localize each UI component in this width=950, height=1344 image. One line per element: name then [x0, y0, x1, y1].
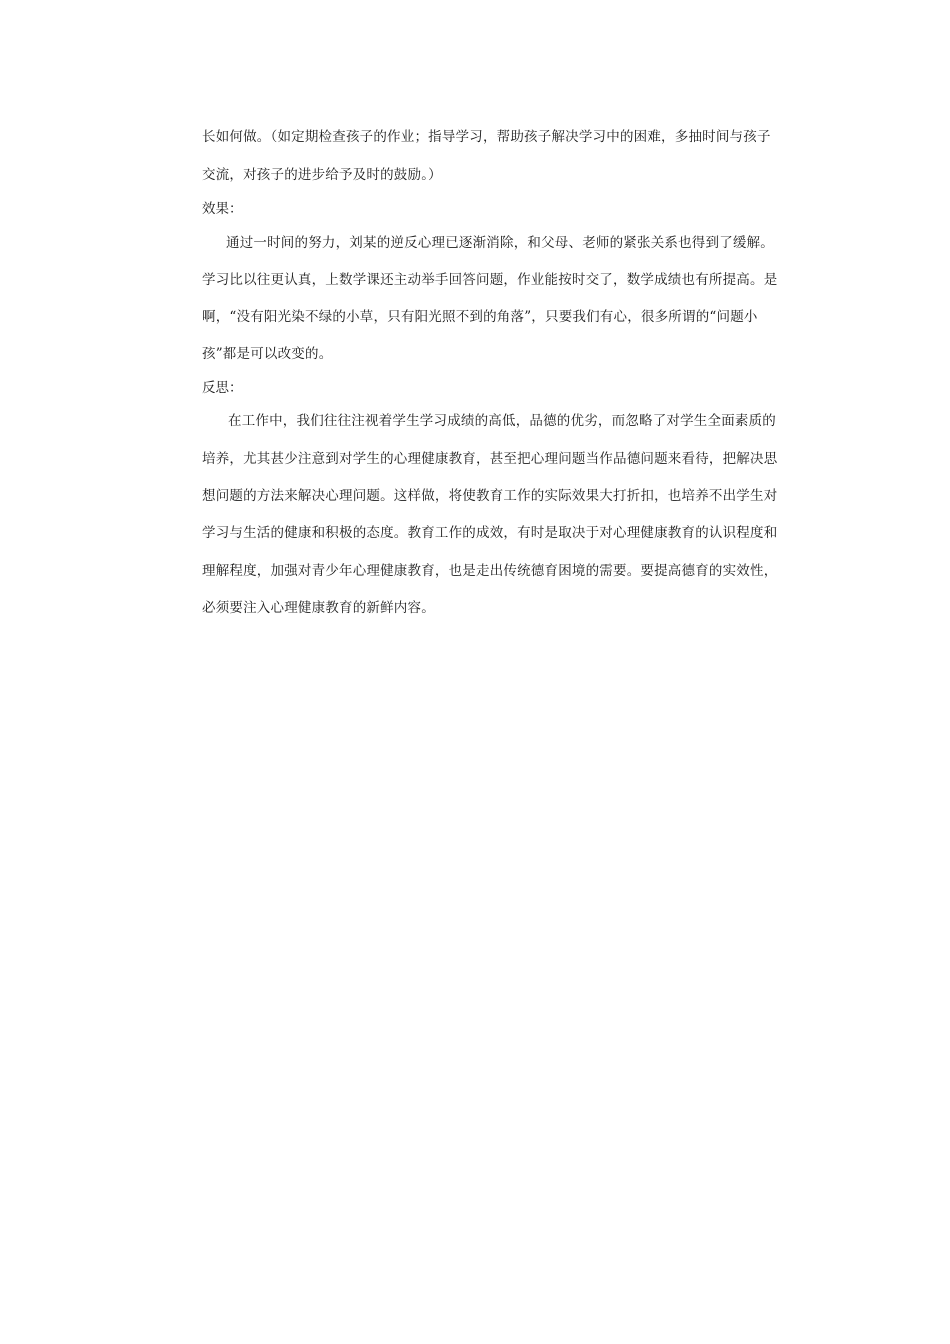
reflection-line-4: 学习与生活的健康和积极的态度。教育工作的成效，有时是取决于对心理健康教育的认识程度和	[202, 525, 778, 541]
reflection-line-5: 理解程度，加强对青少年心理健康教育，也是走出传统德育困境的需要。要提高德育的实效性，	[202, 563, 778, 579]
effect-line-2: 学习比以往更认真，上数学课还主动举手回答问题，作业能按时交了，数学成绩也有所提高。是	[202, 272, 778, 288]
effect-line-1: 通过一时间的努力，刘某的逆反心理已逐渐消除，和父母、老师的紧张关系也得到了缓解。	[226, 235, 774, 251]
reflection-heading: 反思：	[202, 380, 243, 396]
reflection-line-3: 想问题的方法来解决心理问题。这样做，将使教育工作的实际效果大打折扣，也培养不出学生对	[202, 488, 778, 504]
effect-line-4: 孩”都是可以改变的。	[202, 346, 333, 362]
reflection-line-2: 培养，尤其甚少注意到对学生的心理健康教育，甚至把心理问题当作品德问题来看待，把解决思	[202, 451, 778, 467]
effect-heading: 效果：	[202, 201, 243, 217]
reflection-line-1: 在工作中，我们往往注视着学生学习成绩的高低，品德的优劣，而忽略了对学生全面素质的	[228, 413, 776, 429]
intro-line-2: 交流，对孩子的进步给予及时的鼓励。）	[202, 167, 442, 183]
effect-line-3: 啊，“没有阳光染不绿的小草，只有阳光照不到的角落”，只要我们有心，很多所谓的“问题小	[202, 309, 758, 325]
reflection-line-6: 必须要注入心理健康教育的新鲜内容。	[202, 600, 435, 616]
intro-line-1: 长如何做。（如定期检查孩子的作业；指导学习，帮助孩子解决学习中的困难，多抽时间与孩子	[202, 129, 771, 145]
